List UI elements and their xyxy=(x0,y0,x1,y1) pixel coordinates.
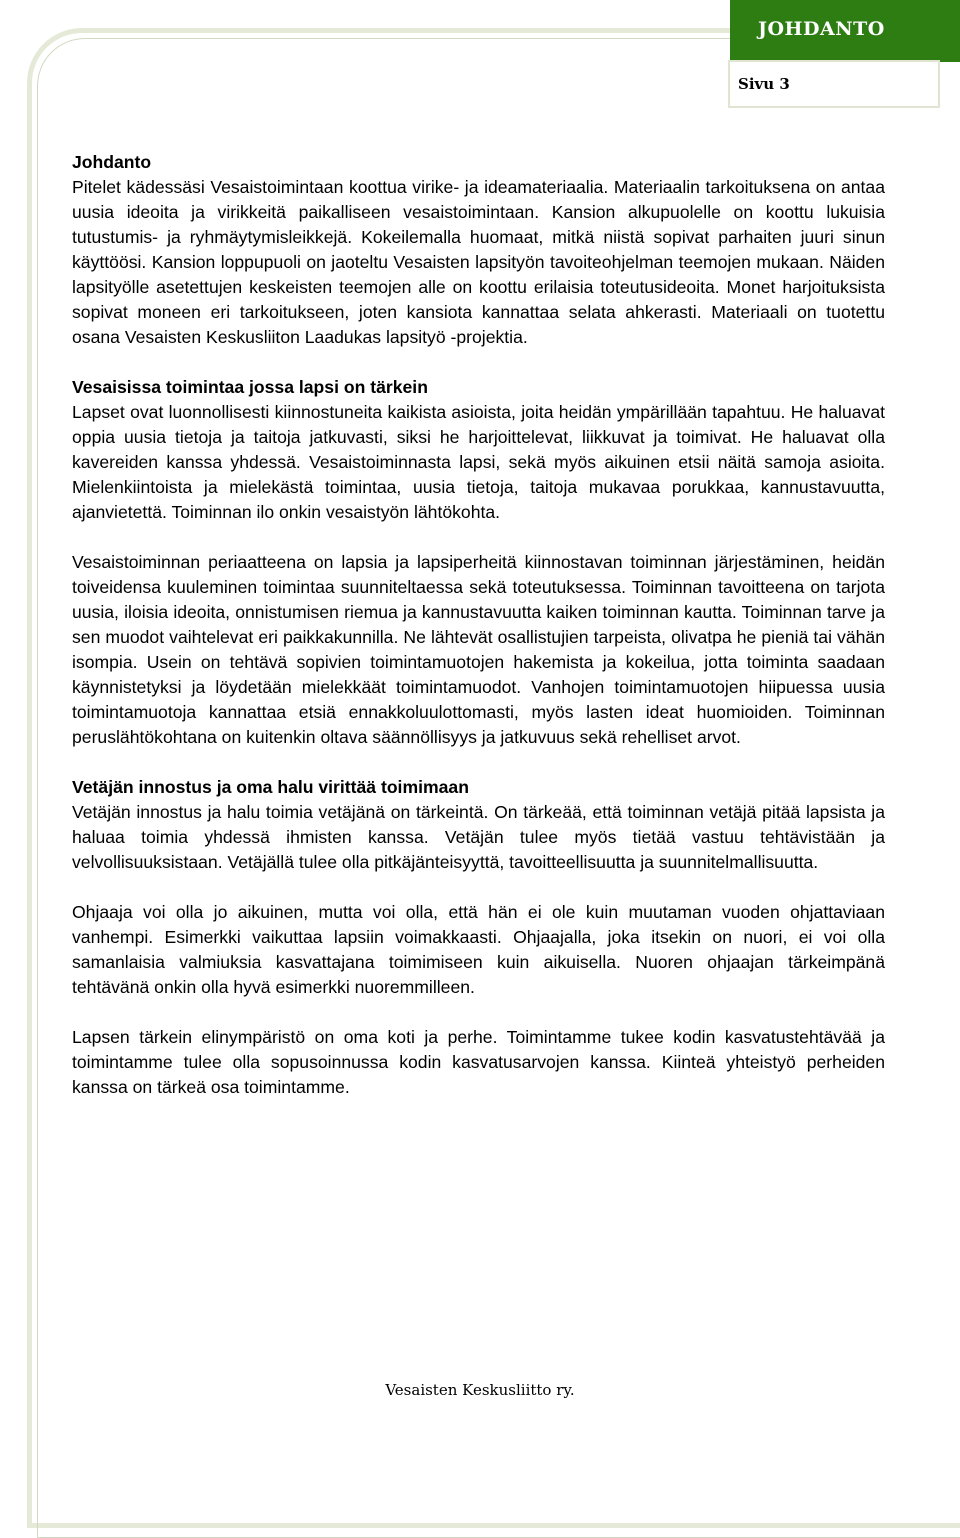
paragraph: Lapset ovat luonnollisesti kiinnostuneita kaikista asioista, joita heidän ympärillään tapahtuu. He haluavat oppia uusia tietoja ja taitoja jatkuvasti, siksi he harjoittelevat, liikkuvat ja toimivat. He haluavat olla kavereiden kanssa yhdessä. Vesaistoiminnasta lapsi, sekä myös aikuinen etsii näitä samoja asioita. Mielenkiintoista ja mielekästä toimintaa, uusia tietoja, taitoja mukavaa porukkaa, kannustavuutta, ajanvietettä. Toiminnan ilo onkin vesaistyön lähtökohta. xyxy=(72,402,885,522)
section-title: JOHDANTO xyxy=(758,18,885,40)
heading-vesaisissa: Vesaisissa toimintaa jossa lapsi on tärkein xyxy=(72,377,428,397)
paragraph: Ohjaaja voi olla jo aikuinen, mutta voi olla, että hän ei ole kuin muutaman vuoden ohjattaviaan vanhempi. Esimerkki vaikuttaa lapsiin voimakkaasti. Ohjaajalla, joka itsekin on nuori, ei voi olla samanlaisia valmiuksia kasvattajana toimimiseen kuin aikuisella. Nuoren ohjaajan tärkeimpänä tehtävänä onkin olla hyvä esimerkki nuoremmilleen. xyxy=(72,902,885,997)
heading-vetajan-innostus: Vetäjän innostus ja oma halu virittää toimimaan xyxy=(72,777,469,797)
paragraph: Lapsen tärkein elinympäristö on oma koti ja perhe. Toimintamme tukee kodin kasvatustehtävää ja toimintamme tulee olla sopusoinnussa kodin kasvatusarvojen kanssa. Kiinteä yhteistyö perheiden kanssa on tärkeä osa toimintamme. xyxy=(72,1027,885,1097)
heading-johdanto: Johdanto xyxy=(72,152,152,172)
paragraph: Vesaistoiminnan periaatteena on lapsia ja lapsiperheitä kiinnostavan toiminnan järjestäminen, heidän toiveidensa kuuleminen toimintaa suunniteltaessa sekä toteutuksessa. Toiminnan tavoitteena on tarjota uusia, iloisia ideoita, onnistumisen riemua ja kannustavuutta kaiken toiminnan kautta. Toiminnan tarve ja sen muodot vaihtelevat eri paikkakunnilla. Ne lähtevät osallistujien tarpeista, olivatpa he pieniä tai vähän isompia. Usein on tehtävä sopivien toimintamuotojen hakemista ja kokeilua, jotta toiminta saadaan käynnistetyksi ja löydetään mielekkäät toimintamuodot. Vanhojen toimintamuotojen hiipuessa uusia toimintamuotoja kannattaa etsiä ennakkoluulottomasti, myös lasten ideat huomioiden. Toiminnan peruslähtökohtana on kuitenkin oltava säännöllisyys ja jatkuvuus sekä rehelliset arvot. xyxy=(72,552,885,747)
paragraph: Vetäjän innostus ja halu toimia vetäjänä on tärkeintä. On tärkeää, että toiminnan vetäjä pitää lapsista ja haluaa toimia yhdessä ihmisten kanssa. Vetäjän tulee myös tietää vastuu tehtävistään ja velvollisuuksistaan. Vetäjällä tulee olla pitkäjänteisyyttä, tavoitteellisuutta ja suunnitelmallisuutta. xyxy=(72,802,885,872)
footer-organization: Vesaisten Keskusliitto ry. xyxy=(385,1381,575,1399)
page-number: Sivu 3 xyxy=(738,75,790,93)
document-body xyxy=(72,150,885,1100)
paragraph: Pitelet kädessäsi Vesaistoimintaan koottua virike- ja ideamateriaalia. Materiaalin tarkoituksena on antaa uusia ideoita ja virikkeitä paikalliseen vesaistoimintaan. Kansion alkupuolelle on koottu lukuisia tutustumis- ja ryhmäytymisleikkejä. Kokeilemalla huomaat, mitkä niistä sopivat parhaiten juuri sinun käyttöösi. Kansion loppupuoli on jaoteltu Vesaisten lapsityön tavoiteohjelman teemojen mukaan. Näiden lapsityölle asetettujen keskeisten teemojen alle on koottu erilaisia toteutusideoita. Monet harjoituksista sopivat moneen eri tarkoitukseen, joten kansiota kannattaa selata ahkerasti. Materiaali on tuotettu osana Vesaisten Keskusliiton Laadukas lapsityö -projektia. xyxy=(72,177,885,347)
